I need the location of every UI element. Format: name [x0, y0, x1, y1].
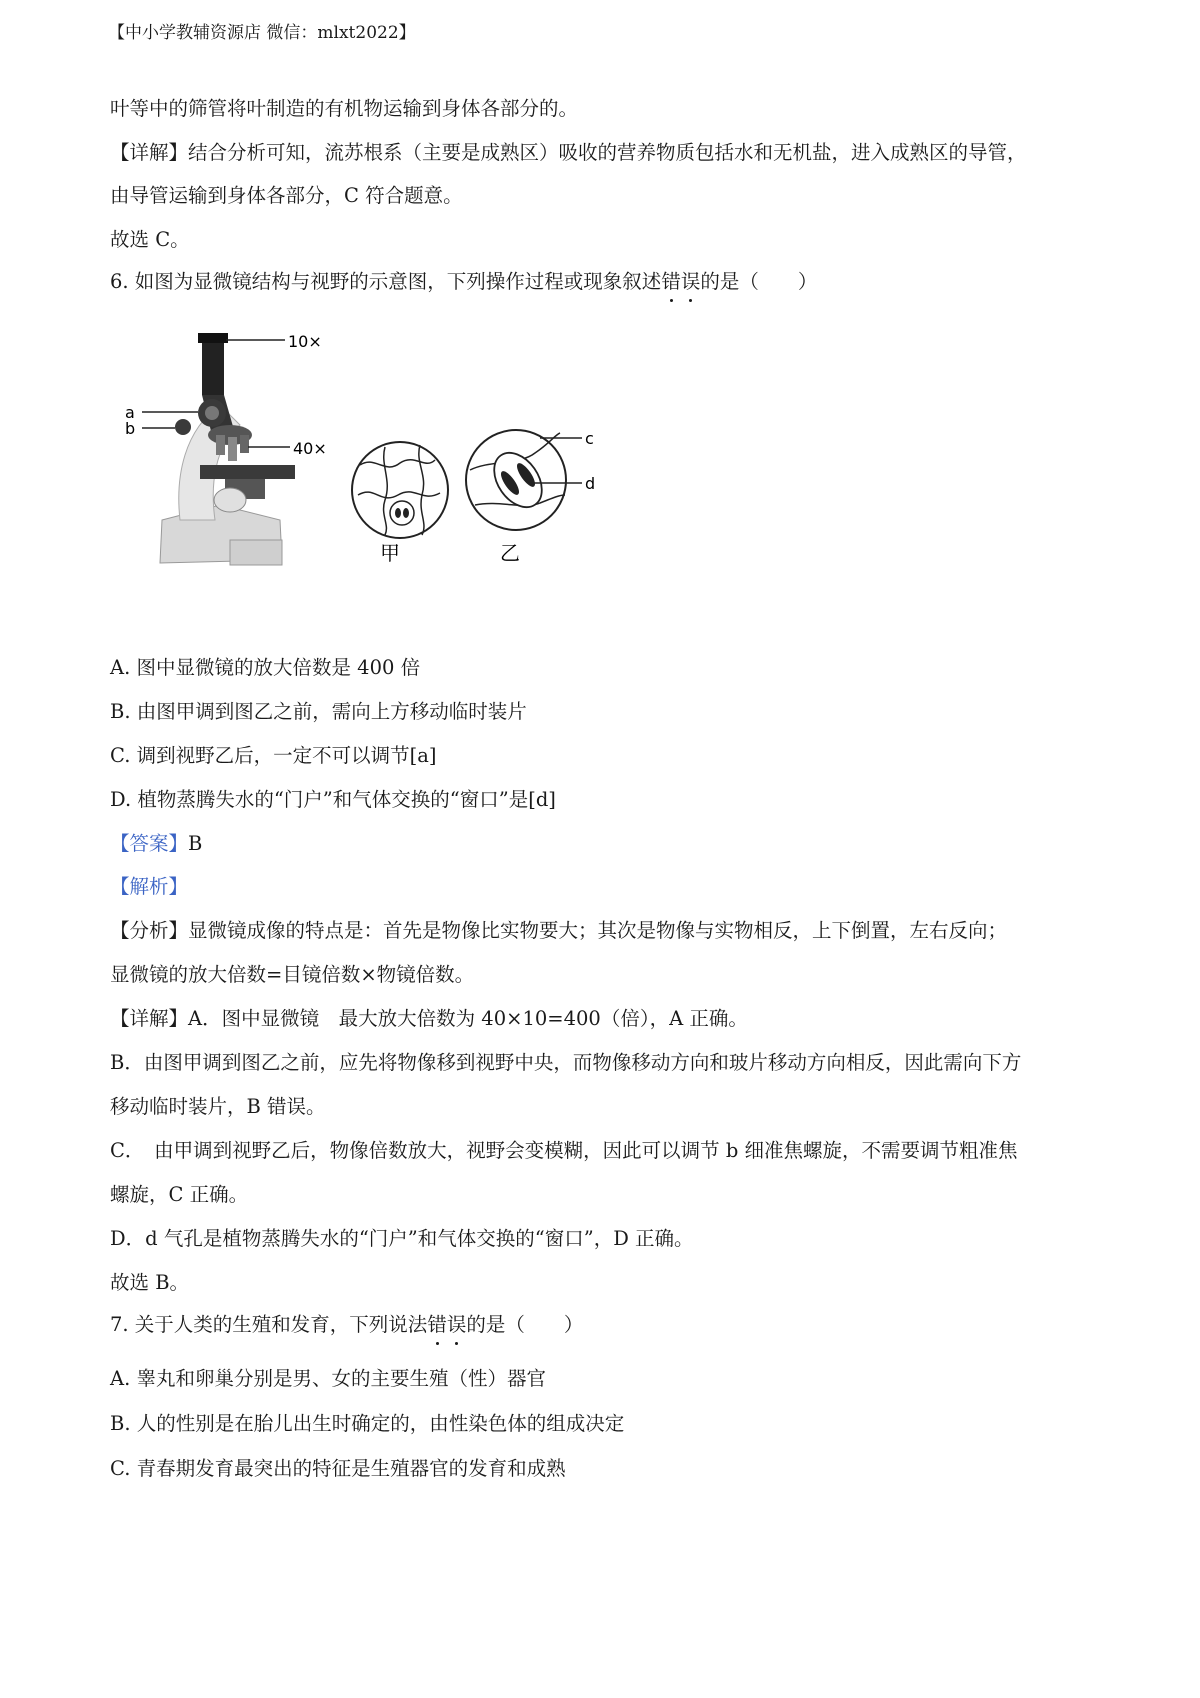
emphasis-char: 误	[447, 1311, 467, 1339]
objective-lens	[216, 435, 225, 455]
option-d: D. 植物蒸腾失水的“门户”和气体交换的“窗口”是[d]	[110, 788, 556, 811]
base-foot	[230, 540, 282, 565]
analysis-tag: 【解析】	[110, 875, 189, 898]
label-d: d	[585, 474, 596, 493]
label-a: a	[125, 403, 135, 422]
emphasis-char: 错	[661, 268, 681, 296]
detail-line: D．d 气孔是植物蒸腾失水的“门户”和气体交换的“窗口”，D 正确。	[110, 1227, 694, 1250]
prev-detail-line	[110, 139, 1027, 167]
stem-text: 7. 关于人类的生殖和发育，下列说法	[110, 1313, 428, 1336]
prev-conclusion: 故选 C。	[110, 228, 190, 251]
detail-line: 移动临时装片，B 错误。	[110, 1095, 326, 1118]
eyepiece-tube	[202, 335, 224, 395]
caption-yi: 乙	[500, 541, 520, 565]
mirror	[214, 488, 246, 512]
fenxi-text: 显微镜成像的特点是：首先是物像比实物要大；其次是物像与实物相反，上下倒置，左右反向；	[188, 919, 1008, 942]
detail-line: B．由图甲调到图乙之前，应先将物像移到视野中央，而物像移动方向和玻片移动方向相反，因此需向下方	[110, 1051, 1022, 1074]
microscope-diagram	[125, 332, 690, 625]
conclusion: 故选 B。	[110, 1271, 190, 1294]
detail-text: 结合分析可知，流苏根系（主要是成熟区）吸收的营养物质包括水和无机盐，进入成熟区的导管，	[188, 141, 1027, 164]
question-7-stem	[110, 1311, 583, 1339]
detail-line: 螺旋，C 正确。	[110, 1183, 249, 1206]
option-a: A. 图中显微镜的放大倍数是 400 倍	[110, 656, 421, 679]
microscope-stage	[200, 465, 295, 479]
caption-jia: 甲	[380, 541, 400, 565]
option-b: B. 由图甲调到图乙之前，需向上方移动临时装片	[110, 700, 527, 723]
stem-text: 的是（ ）	[700, 270, 818, 293]
stem-text: 的是（ ）	[466, 1313, 584, 1336]
analysis-line	[110, 917, 1007, 945]
detail-line	[110, 1005, 748, 1033]
question-6-stem	[110, 268, 817, 296]
label-b: b	[125, 419, 136, 438]
objective-label: 40×	[293, 439, 327, 458]
detail-tag: 【详解】	[110, 1007, 189, 1030]
analysis-line: 显微镜的放大倍数=目镜倍数×物镜倍数。	[110, 963, 475, 986]
detail-line: C． 由甲调到视野乙后，物像倍数放大，视野会变模糊，因此可以调节 b 细准焦螺旋，不需要调节粗准焦	[110, 1139, 1018, 1162]
option-c: C. 调到视野乙后，一定不可以调节[a]	[110, 744, 437, 767]
eyepiece-label: 10×	[288, 332, 322, 351]
option-a: A. 睾丸和卵巢分别是男、女的主要生殖（性）器官	[110, 1367, 546, 1390]
answer-line	[110, 830, 202, 858]
detail-tag: 【详解】	[110, 141, 189, 164]
option-b: B. 人的性别是在胎儿出生时确定的，由性染色体的组成决定	[110, 1412, 625, 1435]
answer-value: B	[188, 832, 203, 855]
objective-lens	[228, 437, 237, 461]
option-c: C. 青春期发育最突出的特征是生殖器官的发育和成熟	[110, 1457, 566, 1480]
fenxi-tag: 【分析】	[110, 919, 189, 942]
prev-text-line: 由导管运输到身体各部分，C 符合题意。	[110, 184, 463, 207]
detail-text: A．图中显微镜 最大放大倍数为 40×10=400（倍），A 正确。	[188, 1007, 748, 1030]
emphasis-char: 误	[681, 268, 701, 296]
label-c: c	[585, 429, 594, 448]
objective-lens	[240, 435, 249, 453]
fine-knob	[175, 419, 191, 435]
stem-text: 6. 如图为显微镜结构与视野的示意图，下列操作过程或现象叙述	[110, 270, 662, 293]
answer-tag: 【答案】	[110, 832, 189, 855]
prev-text-line: 叶等中的筛管将叶制造的有机物运输到身体各部分的。	[110, 97, 579, 120]
watermark-header: 【中小学教辅资源店 微信：mlxt2022】	[108, 23, 416, 43]
emphasis-char: 错	[427, 1311, 447, 1339]
microscope-figure	[125, 332, 690, 625]
